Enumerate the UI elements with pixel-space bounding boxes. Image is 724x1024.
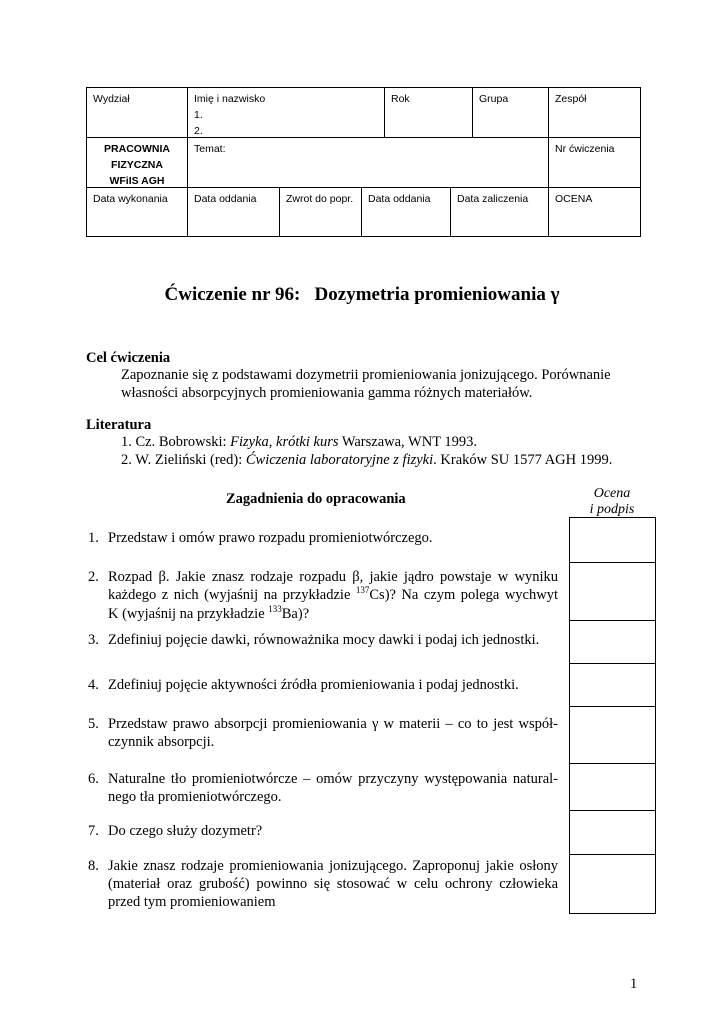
question-line [108,586,558,605]
cell-data-zaliczenia: Data zaliczenia [457,193,529,205]
literatura-item [121,433,477,451]
cell-data-oddania-2: Data oddania [368,193,431,205]
question-line: Do czego służy dozymetr? [108,823,263,839]
literatura-author: Cz. Bobrowski: [135,434,231,450]
question-item [88,822,558,840]
question-line: (materiał oraz grubość) powinno się stosować w celu ochrony człowieka [108,876,558,892]
pracownia-line-1: PRACOWNIA [104,143,170,155]
question-item [88,529,558,547]
cell-grupa: Grupa [479,93,509,105]
cel-heading: Cel ćwiczenia [86,350,171,366]
question-line: Jakie znasz rodzaje promieniowania jonizującego. Zaproponuj jakie osłony [108,858,558,874]
question-line: Zdefiniuj pojęcie aktywności źródła promieniowania i podaj jednostki. [108,677,519,693]
question-number: 7. [88,823,99,839]
question-text: Ba)? [281,606,310,622]
page-number: 1 [630,976,638,992]
cell-rok: Rok [391,93,410,105]
cell-wydzial: Wydział [93,93,130,105]
cell-imie-2: 2. [194,125,203,137]
literatura-title: Fizyka, krótki kurs [230,434,339,450]
question-number: 8. [88,858,99,874]
question-item [88,715,558,751]
literatura-num: 1. [121,434,132,450]
question-line: Rozpad β. Jakie znasz rodzaje rozpadu β, jakie jądro powstaje w wyniku [108,569,558,585]
question-number: 1. [88,530,99,546]
cell-zespol: Zespół [555,93,587,105]
page-title: Ćwiczenie nr 96: Dozymetria promieniowania γ [164,284,560,305]
ocena-label-1: Ocena [593,486,631,501]
cell-imie [188,88,271,142]
zagadnienia-heading: Zagadnienia do opracowania [226,491,406,507]
question-line: nego tła promieniotwórczego. [108,789,282,805]
isotope-mass-number: 133 [268,604,282,614]
question-text: każdego z nich (wyjaśnij na przykładzie [108,587,356,603]
literatura-item [121,451,612,469]
pracownia-line-2: FIZYCZNA [111,159,163,171]
cell-imie-label: Imię i nazwisko [194,93,266,105]
pracownia-line-3: WFiIS AGH [109,175,165,187]
question-line: czynnik absorpcji. [108,734,215,750]
question-text: K (wyjaśnij na przykładzie [108,606,269,622]
isotope-mass-number: 137 [355,585,370,595]
question-item [88,770,558,806]
question-number: 4. [88,677,99,693]
grade-box-divider [570,763,655,764]
grade-box-divider [570,854,655,855]
cell-zwrot: Zwrot do popr. [286,193,354,205]
question-number: 3. [88,632,99,648]
question-item [88,857,558,911]
literatura-title: Ćwiczenia laboratoryjne z fizyki [245,452,434,468]
literatura-author: W. Zieliński (red): [135,452,246,468]
header-table [86,87,641,237]
cell-ocena: OCENA [555,193,593,205]
grade-box-divider [570,663,655,664]
cell-imie-1: 1. [194,109,203,121]
cell-data-wykonania: Data wykonania [93,193,168,205]
literatura-num: 2. [121,452,132,468]
question-line: Przedstaw i omów prawo rozpadu promieniotwórczego. [108,530,433,546]
question-item [88,676,558,694]
question-number: 6. [88,771,99,787]
grade-boxes [569,517,656,914]
cell-data-oddania: Data oddania [194,193,257,205]
literatura-heading: Literatura [86,417,152,433]
question-text: Cs)? Na czym polega wychwyt [369,587,558,603]
literatura-rest: Warszawa, WNT 1993. [338,434,478,450]
cell-nr-cwiczenia: Nr ćwiczenia [555,143,615,155]
question-line: Naturalne tło promieniotwórcze – omów przyczyny występowania natural- [108,771,558,787]
question-number: 2. [88,569,99,585]
ocena-label-2: i podpis [589,502,635,517]
question-line: Zdefiniuj pojęcie dawki, równoważnika mocy dawki i podaj ich jednostki. [108,632,540,648]
cel-line-1: Zapoznanie się z podstawami dozymetrii promieniowania jonizującego. Porównanie [121,367,611,383]
question-item [88,568,558,624]
cell-pracownia [87,138,187,192]
question-line [108,605,558,624]
question-line: przed tym promieniowaniem [108,894,276,910]
cel-line-2: własności absorpcyjnych promieniowania gamma różnych materiałów. [121,385,533,401]
question-number: 5. [88,716,99,732]
cell-temat: Temat: [194,143,226,155]
question-item [88,631,558,649]
question-line: Przedstaw prawo absorpcji promieniowania γ w materii – co to jest współ- [108,716,558,732]
table-rule [548,88,549,236]
grade-box-divider [570,562,655,563]
grade-box-divider [570,706,655,707]
grade-box-divider [570,810,655,811]
grade-box-divider [570,620,655,621]
literatura-rest: . Kraków SU 1577 AGH 1999. [433,452,613,468]
